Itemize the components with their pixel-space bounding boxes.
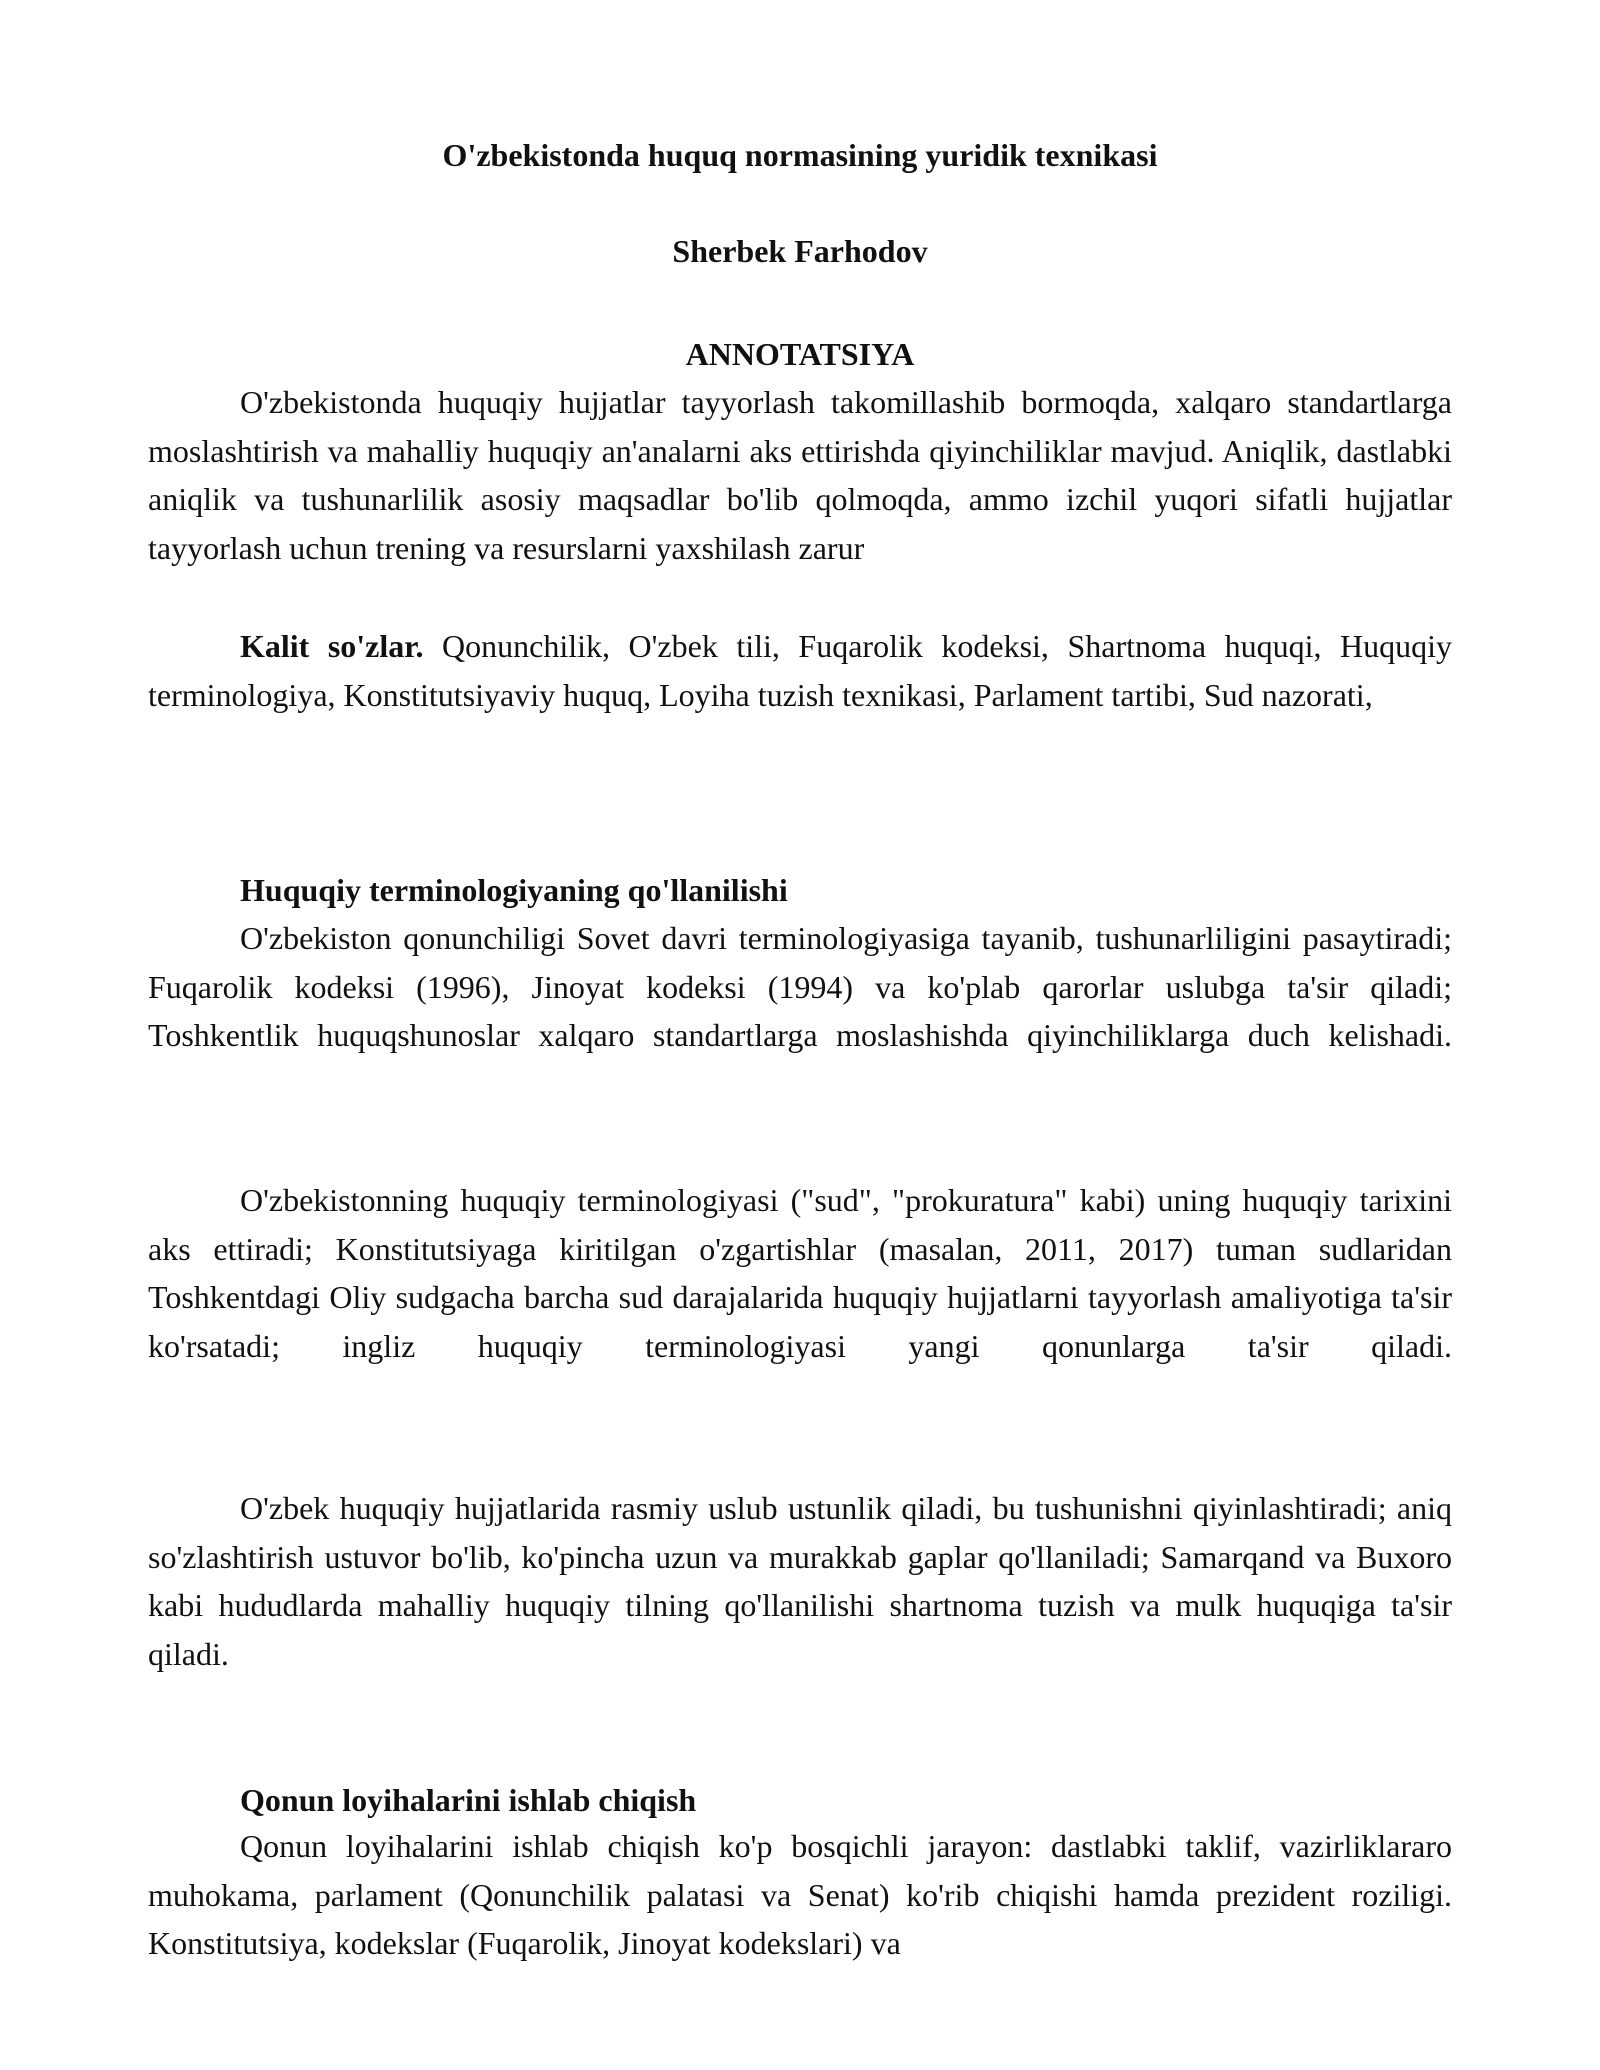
annotation-paragraph: O'zbekistonda huquqiy hujjatlar tayyorlash takomillashib bormoqda, xalqaro standartlarga moslashtirish va mahalliy huquqiy an'analarni aks ettirishda qiyinchiliklar mavjud. Aniqlik, dastlabki aniqlik va tushunarlilik asosiy maqsadlar bo'lib qolmoqda, ammo izchil yuqori sifatli hujjatlar tayyorlash uchun trening va resurslarni yaxshilash zarur	[148, 384, 1452, 566]
keywords-text: Qonunchilik, O'zbek tili, Fuqarolik kodeksi, Shartnoma huquqi, Huquqiy terminologiya, Konstitutsiyaviy huquq, Loyiha tuzish texnikasi, Parlament tartibi, Sud nazorati,	[148, 628, 1453, 713]
author-name: Sherbek Farhodov	[672, 233, 928, 269]
keywords-label: Kalit so'zlar.	[240, 628, 424, 664]
keywords-paragraph	[148, 622, 1452, 719]
annotation-heading: ANNOTATSIYA	[685, 336, 915, 372]
section1-paragraph-3: O'zbek huquqiy hujjatlarida rasmiy uslub ustunlik qiladi, bu tushunishni qiyinlashtiradi; aniq so'zlashtirish ustuvor bo'lib, ko'pincha uzun va murakkab gaplar qo'llaniladi; Samarqand va Buxoro kabi hududlarda mahalliy huquqiy tilning qo'llanilishi shartnoma tuzish va mulk huquqiga ta'sir qiladi.	[148, 1490, 1452, 1672]
section-heading-terminology: Huquqiy terminologiyaning qo'llanilishi	[240, 872, 788, 908]
section1-paragraph-1: O'zbekiston qonunchiligi Sovet davri terminologiyasiga tayanib, tushunarliligini pasaytiradi; Fuqarolik kodeksi (1996), Jinoyat kodeksi (1994) va ko'plab qarorlar uslubga ta'sir qiladi; Toshkentlik huquqshunoslar xalqaro standartlarga moslashishda qiyinchiliklarga duch kelishadi.	[148, 920, 1452, 1053]
section2-paragraph-1: Qonun loyihalarini ishlab chiqish ko'p bosqichli jarayon: dastlabki taklif, vazirliklararo muhokama, parlament (Qonunchilik palatasi va Senat) ko'rib chiqishi hamda prezident roziligi. Konstitutsiya, kodekslar (Fuqarolik, Jinoyat kodekslari) va	[148, 1828, 1452, 1961]
section1-paragraph-2: O'zbekistonning huquqiy terminologiyasi ("sud", "prokuratura" kabi) uning huquqiy tarixini aks ettiradi; Konstitutsiyaga kiritilgan o'zgartishlar (masalan, 2011, 2017) tuman sudlaridan Toshkentdagi Oliy sudgacha barcha sud darajalarida huquqiy hujjatlarni tayyorlash amaliyotiga ta'sir ko'rsatadi; ingliz huquqiy terminologiyasi yangi qonunlarga ta'sir qiladi.	[148, 1182, 1452, 1364]
section-heading-drafting: Qonun loyihalarini ishlab chiqish	[240, 1782, 697, 1818]
document-title: O'zbekistonda huquq normasining yuridik texnikasi	[442, 137, 1158, 173]
